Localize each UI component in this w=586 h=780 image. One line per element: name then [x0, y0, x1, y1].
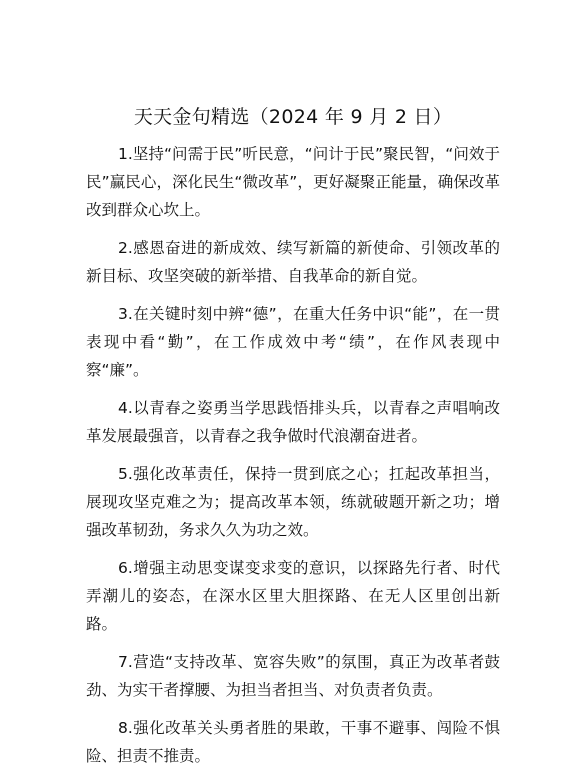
paragraph-7: 7.营造“支持改革、宽容失败”的氛围，真正为改革者鼓劲、为实干者撑腰、为担当者担当、对负责者负责。 — [86, 653, 500, 699]
document-title: 天天金句精选（2024 年 9 月 2 日） — [133, 106, 453, 128]
document-body — [86, 140, 500, 780]
paragraph-3: 3.在关键时刻中辨“德”，在重大任务中识“能”，在一贯表现中看“勤”，在工作成效中考“绩”，在作风表现中察“廉”。 — [86, 305, 500, 379]
paragraph-2: 2.感恩奋进的新成效、续写新篇的新使命、引领改革的新目标、攻坚突破的新举措、自我革命的新自觉。 — [86, 239, 500, 285]
paragraph-6: 6.增强主动思变谋变求变的意识，以探路先行者、时代弄潮儿的姿态，在深水区里大胆探路、在无人区里创出新路。 — [86, 559, 500, 633]
paragraph-5: 5.强化改革责任，保持一贯到底之心；扛起改革担当，展现攻坚克难之为；提高改革本领，练就破题开新之功；增强改革韧劲，务求久久为功之效。 — [86, 465, 500, 539]
paragraph-4: 4.以青春之姿勇当学思践悟排头兵，以青春之声唱响改革发展最强音，以青春之我争做时代浪潮奋进者。 — [86, 399, 500, 445]
paragraph-8: 8.强化改革关头勇者胜的果敢，干事不避事、闯险不惧险、担责不推责。 — [86, 719, 500, 765]
paragraph-1: 1.坚持“问需于民”听民意，“问计于民”聚民智，“问效于民”赢民心，深化民生“微改革”，更好凝聚正能量，确保改革改到群众心坎上。 — [86, 145, 500, 219]
